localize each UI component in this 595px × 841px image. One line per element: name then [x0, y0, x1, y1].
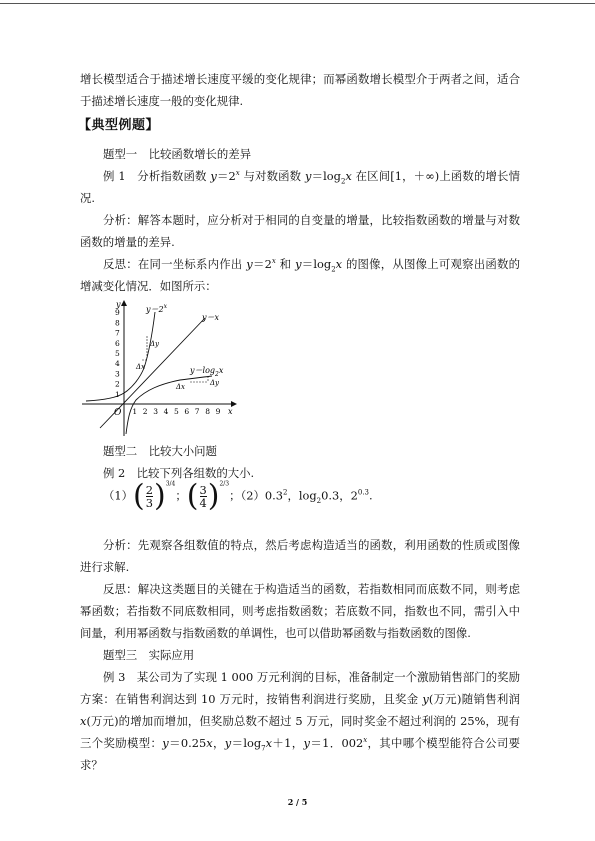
example2-reflection: 反思：解决这类题目的关键在于构造适当的函数，若指数相同而底数不同，则考虑幂函数；若指数不同底数相同，则考虑指数函数；若底数不同，指数也不同，需引入中间量，利用幂函数与指数函数的单调性，也可以借助幂函数与指数函数的图像.	[80, 582, 520, 640]
intro-paragraph: 增长模型适合于描述增长速度平缓的变化规律；而幂函数增长模型介于两者之间，适合于描述增长速度一般的变化规律.	[80, 72, 520, 108]
label-logarithmic: $y=\log_2x$	[190, 366, 224, 378]
example1-analysis: 分析：解答本题时，应分析对于相同的自变量的增量，比较指数函数的增量与对数函数的增量的差异.	[80, 213, 520, 249]
x-tick-labels	[132, 407, 220, 416]
y-tick-label: 6	[115, 338, 120, 348]
delta-x-label-log: Δx	[176, 383, 186, 391]
y-tick-label: 9	[115, 308, 120, 318]
x-axis-label: x	[228, 407, 233, 416]
x-tick-label: 8	[205, 407, 210, 416]
type1-title: 题型一 比较函数增长的差异	[103, 147, 252, 161]
section-heading: 【典型例题】	[78, 118, 160, 133]
x-tick-label: 7	[194, 407, 200, 416]
example2: 例 2 比较下列各组数的大小.	[103, 466, 255, 480]
y-tick-label: 5	[115, 349, 120, 358]
document-body	[80, 68, 520, 776]
y-tick-label: 8	[115, 318, 120, 328]
type2-title: 题型二 比较大小问题	[103, 444, 217, 458]
y-tick-label: 3	[115, 369, 120, 379]
fraction-3-4: $\frac{3}{4}$	[199, 483, 207, 510]
y-tick-label: 7	[115, 328, 120, 338]
label-linear: y＝x	[202, 313, 220, 322]
fraction-2-3: $\frac{2}{3}$	[145, 483, 153, 510]
exponent-2-3: 2/3	[219, 480, 230, 488]
x-tick-label: 4	[163, 407, 169, 416]
x-tick-label: 3	[153, 407, 158, 416]
delta-x-label-exp: Δx	[136, 363, 146, 371]
item1-label: （1）	[103, 488, 134, 503]
x-tick-label: 9	[215, 407, 221, 416]
function-graph	[80, 298, 240, 438]
page-number: 2 / 5	[287, 797, 308, 807]
type3-title: 题型三 实际应用	[103, 648, 195, 662]
label-exponential: $y=2^x$	[146, 303, 167, 314]
delta-y-label-exp: Δy	[150, 340, 160, 348]
curve-exponential	[86, 312, 155, 401]
y-tick-label: 2	[115, 379, 120, 389]
x-tick-label: 6	[184, 407, 190, 416]
example3: 例 3 某公司为了实现 1 000 万元利润的目标，准备制定一个激励销售部门的奖励方案：在销售利润达到 10 万元时，按销售利润进行奖励，且奖金 y(万元)随销售利润 x(万元)的增加而增加，但奖励总数不超过 5 万元，同时奖金不超过利润的 25%，现有三个奖励模型：y＝0.25x，$y=\log_7x+1$，y＝1．002$^x$，其中哪个模型能符合公司要求？	[80, 670, 520, 772]
y-axis-label: y	[116, 300, 121, 309]
y-tick-label: 4	[115, 359, 120, 369]
x-tick-label: 1	[132, 407, 138, 416]
exponent-3-4: 3/4	[165, 480, 176, 488]
y-tick-labels	[115, 308, 120, 399]
x-tick-label: 2	[142, 407, 148, 416]
x-tick-label: 5	[174, 407, 179, 416]
example2-items: （1）( $\frac{2}{3}$ )$^{3/4}$；( $\frac{3}{4}$ )$^{2/3}$；$(2)0.3^2$，$\log_20.3$，$2^{0.3}$.	[103, 478, 373, 514]
example2-analysis: 分析：先观察各组数值的特点，然后考虑构造适当的函数，利用函数的性质或图像进行求解.	[80, 538, 520, 574]
example1: 例 1 分析指数函数 $y=2^x$ 与对数函数 $y=\log_2x$ 在区间[1，＋∞)上函数的增长情况.	[80, 169, 520, 205]
origin-label: O	[114, 408, 122, 418]
curve-logarithmic	[126, 376, 212, 434]
y-tick-label: 1	[115, 389, 120, 399]
header-rule	[0, 3, 595, 4]
example1-reflection: 反思：在同一坐标系内作出 $y=2^x$ 和 $y=\log_2x$ 的图像，从图像上可观察出函数的增减变化情况．如图所示：	[80, 257, 521, 293]
delta-y-label-log: Δy	[210, 379, 220, 387]
